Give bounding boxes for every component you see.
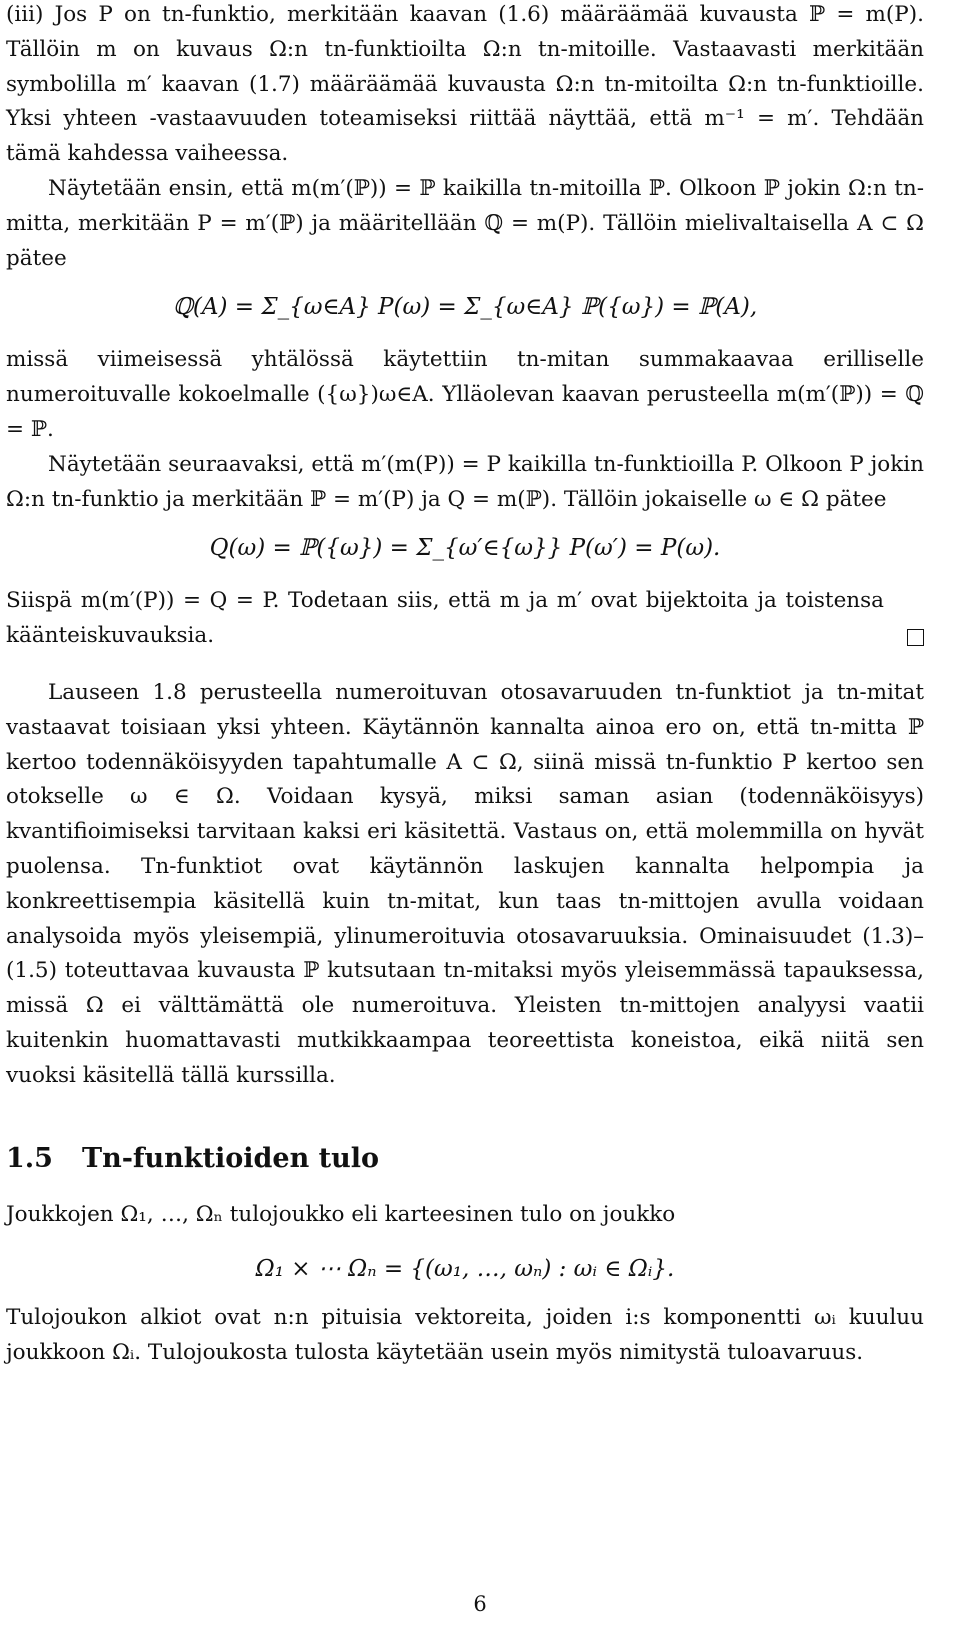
page-number: 6	[473, 1592, 487, 1616]
product-space-text: Tulojoukon alkiot ovat n:n pituisia vektoreita, joiden i:s komponentti ωᵢ kuuluu joukkoon Ωᵢ. Tulojoukosta tulosta käytetään usein myös nimitystä tuloavaruus.	[6, 1305, 924, 1366]
display-equation-q-of-a	[6, 290, 924, 325]
paragraph-discussion	[6, 676, 924, 1094]
product-set-text: Joukkojen Ω₁, …, Ωₙ tulojoukko eli karteesinen tulo on joukko	[6, 1201, 676, 1227]
equation-product-set: Ω₁ × ⋯ Ωₙ = {(ω₁, …, ωₙ) : ωᵢ ∈ Ωᵢ}.	[255, 1256, 675, 1283]
first-step-text: Näytetään ensin, että m(m′(ℙ)) = ℙ kaikilla tn-mitoilla ℙ. Olkoon ℙ jokin Ω:n tn-mitta, merkitään P = m′(ℙ) ja määritellään ℚ = m(P). Tällöin mielivaltaisella A ⊂ Ω pätee	[6, 175, 924, 271]
section-number: 1.5	[6, 1142, 53, 1174]
sum-formula-note-text: missä viimeisessä yhtälössä käytettiin tn-mitan summakaavaa erilliselle numeroituvalle kokoelmalle ({ω})ω∈A. Ylläolevan kaavan perusteella m(m′(ℙ)) = ℚ = ℙ.	[6, 347, 924, 442]
proof-conclusion	[6, 584, 924, 654]
proof-iii-text: (iii) Jos P on tn-funktio, merkitään kaavan (1.6) määräämää kuvausta ℙ = m(P). Tällöin m on kuvaus Ω:n tn-funktioilta Ω:n tn-mitoille. Vastaavasti merkitään symbolilla m′ kaavan (1.7) määräämää kuvausta Ω:n tn-mitoilta Ω:n tn-funktioille. Yksi yhteen -vastaavuuden toteamiseksi riittää näyttää, että m⁻¹ = m′. Tehdään tämä kahdessa vaiheessa.	[6, 2, 924, 167]
paragraph-second-step	[6, 448, 924, 518]
display-equation-q-of-omega	[6, 531, 924, 566]
paragraph-product-space	[6, 1301, 924, 1371]
section-heading	[6, 1142, 924, 1176]
second-step-text: Näytetään seuraavaksi, että m′(m(P)) = P kaikilla tn-funktioilla P. Olkoon P jokin Ω:n tn-funktio ja merkitään ℙ = m′(P) ja Q = m(ℙ). Tällöin jokaiselle ω ∈ Ω pätee	[6, 451, 924, 512]
paragraph-first-step	[6, 172, 924, 276]
equation-q-of-a: ℚ(A) = Σ_{ω∈A} P(ω) = Σ_{ω∈A} ℙ({ω}) = ℙ(A),	[172, 294, 758, 321]
discussion-text: Lauseen 1.8 perusteella numeroituvan otosavaruuden tn-funktiot ja tn-mitat vastaavat toisiaan yksi yhteen. Käytännön kannalta ainoa ero on, että tn-mitta ℙ kertoo todennäköisyyden tapahtumalle A ⊂ Ω, siinä missä tn-funktio P kertoo sen otokselle ω ∈ Ω. Voidaan kysyä, miksi saman asian (todennäköisyys) kvantifioimiseksi tarvitaan kaksi eri käsitettä. Vastaus on, että molemmilla on hyvät puolensa. Tn-funktiot ovat käytännön laskujen kannalta helpompia ja konkreettisempia käsitellä kuin tn-mitat, kun taas tn-mittojen avulla voidaan analysoida myös yleisempiä, ylinumeroituvia otosavaruuksia. Ominaisuudet (1.3)–(1.5) toteuttavaa kuvausta ℙ kutsutaan tn-mitaksi myös yleisemmässä tapauksessa, missä Ω ei välttämättä ole numeroituva. Yleisten tn-mittojen analyysi vaatii kuitenkin huomattavasti mutkikkaampaa teoreettista koneistoa, eikä niitä sen vuoksi käsitellä tällä kurssilla.	[6, 679, 924, 1088]
conclusion-text: Siispä m(m′(P)) = Q = P. Todetaan siis, että m ja m′ ovat bijektoita ja toistensa käänteiskuvauksia.	[6, 588, 884, 649]
paragraph-product-set-definition	[6, 1198, 924, 1233]
paragraph-sum-formula-note	[6, 343, 924, 447]
paragraph-conclusion	[6, 584, 924, 654]
paragraph-proof-part-iii	[6, 0, 924, 172]
qed-square-icon	[907, 629, 924, 646]
equation-q-of-omega: Q(ω) = ℙ({ω}) = Σ_{ω′∈{ω}} P(ω′) = P(ω).	[209, 535, 721, 562]
display-equation-product-set	[6, 1252, 924, 1287]
section-title: Tn-funktioiden tulo	[82, 1142, 379, 1174]
